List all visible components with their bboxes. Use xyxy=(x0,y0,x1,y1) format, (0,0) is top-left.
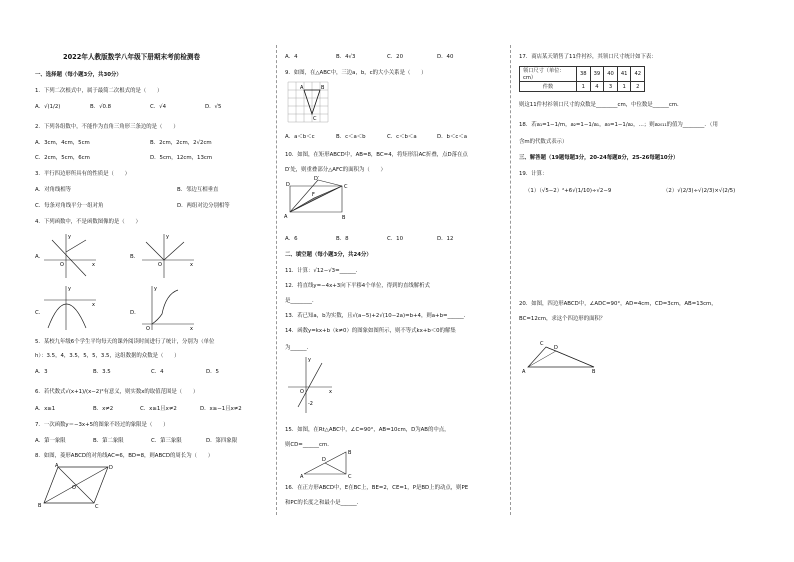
svg-text:O: O xyxy=(300,389,304,395)
q17-stem: 17．商店某天销售了11件衬衫，其领口尺寸统计如下表： xyxy=(519,54,657,60)
q6-opt-c: C．x≥1且x≠2 xyxy=(140,406,177,412)
q16-stem-1: 16．在正方形ABCD中，E在BC上，BE=2，CE=1，P是BD上的动点，则PE xyxy=(285,485,469,491)
svg-text:C: C xyxy=(540,341,544,347)
svg-text:O: O xyxy=(158,262,162,268)
q9-opt-b: B．c＜a＜b xyxy=(336,134,366,140)
q19-part1: （1）（√5−2）²+6√(1/10)÷√2−9 xyxy=(525,188,612,194)
q7-opt-d: D．第四象限 xyxy=(206,438,238,444)
svg-text:A: A xyxy=(55,463,59,469)
q8-rhombus-figure xyxy=(36,463,116,509)
q3-opt-b: B．邻边互相垂直 xyxy=(177,187,219,193)
q1-opt-d: D．√5 xyxy=(205,104,222,110)
q6-opt-a: A．x≥1 xyxy=(35,406,56,412)
svg-text:D: D xyxy=(322,457,326,463)
q4-graph-b xyxy=(138,232,198,280)
svg-text:y: y xyxy=(68,286,71,292)
q19-part2: （2）√(2/3)÷√(2/3)×√(2/5) xyxy=(663,188,736,194)
q17-header-cell: 41 xyxy=(617,67,631,82)
svg-text:x: x xyxy=(190,326,193,332)
q3-opt-c: C．每条对角线平分一组对角 xyxy=(35,203,104,209)
svg-text:B: B xyxy=(592,369,596,375)
svg-text:D: D xyxy=(286,182,290,188)
svg-text:-2: -2 xyxy=(308,401,313,407)
q16-stem-2: 和PC的长度之和最小是______． xyxy=(285,500,363,506)
q10-rectangle-figure xyxy=(284,176,354,222)
svg-text:B: B xyxy=(38,503,42,509)
svg-text:D′: D′ xyxy=(314,176,319,182)
q2-stem: 2．下列各组数中，不能作为直角三角形三条边的是（ ） xyxy=(35,124,179,130)
q17-header-cell: 38 xyxy=(577,67,591,82)
svg-text:y: y xyxy=(154,286,157,292)
q5-opt-b: B．3.5 xyxy=(93,369,111,375)
q17-row-cell: 2 xyxy=(631,82,645,92)
q17-header-cell: 39 xyxy=(590,67,604,82)
q10-opt-b: B．8 xyxy=(336,236,349,242)
q14-stem-1: 14．函数y=kx+b（k≠0）的图象如图所示，则不等式kx+b＜0的解集 xyxy=(285,328,456,334)
q17-row-cell: 1 xyxy=(617,82,631,92)
svg-text:x: x xyxy=(92,302,95,308)
q17-row-cell: 4 xyxy=(590,82,604,92)
q17-table-count-row xyxy=(520,82,645,92)
section1-heading: 一、选择题（每小题3分，共30分） xyxy=(35,72,122,78)
q4-label-c: C． xyxy=(35,310,45,316)
svg-text:B: B xyxy=(342,215,346,221)
svg-text:A: A xyxy=(522,369,526,375)
q4a-y-label: y xyxy=(68,234,71,240)
q1-opt-c: C．√4 xyxy=(150,104,167,110)
q6-opt-b: B．x≠2 xyxy=(93,406,114,412)
q20-stem-1: 20．如图，四边形ABCD中，∠ADC=90°，AD=4cm，CD=3cm，AB=13cm， xyxy=(519,301,717,307)
q17-header-cell: 领口尺寸（单位：cm） xyxy=(520,67,577,82)
q7-opt-b: B．第二象限 xyxy=(93,438,124,444)
q10-opt-c: C．10 xyxy=(387,236,404,242)
exam-title: 2022年人教版数学八年级下册期末考前检测卷 xyxy=(63,53,201,61)
q4a-curve-2 xyxy=(66,240,86,252)
q8-opt-d: D．40 xyxy=(437,54,454,60)
q4a-o-label: O xyxy=(60,262,64,268)
q6-stem: 6．若代数式√(x+1)/(x−2)²有意义，则实数x的取值范围是（ ） xyxy=(35,389,199,395)
svg-text:x: x xyxy=(329,389,332,395)
q1-stem: 1．下列二次根式中，属于最简二次根式的是（ ） xyxy=(35,88,163,94)
q9-opt-d: D．b＜c＜a xyxy=(437,134,468,140)
q8-opt-a: A．4 xyxy=(285,54,298,60)
q2-opt-c: C．2cm，5cm，6cm xyxy=(35,155,90,161)
section3-heading: 三、解答题（19题每题3分，20-24每题8分，25-26每题10分） xyxy=(519,155,679,161)
q4-label-a: A． xyxy=(35,254,45,260)
q3-opt-a: A．对角线相等 xyxy=(35,187,72,193)
q5-opt-a: A．3 xyxy=(35,369,48,375)
q17-stem-2: 则这11件衬衫领口尺寸的众数是________cm，中位数是______cm． xyxy=(519,102,683,108)
q17-row-cell: 3 xyxy=(604,82,618,92)
q18-stem-2: 含m的代数式表示） xyxy=(519,139,568,145)
q14-line-graph xyxy=(286,355,336,415)
q11-stem: 11．计算：√12−√3=______． xyxy=(285,268,362,274)
q15-triangle-figure xyxy=(300,448,356,478)
q10-stem-1: 10．如图，在矩形ABCD中，AB=8，BC=4，将矩形沿AC折叠，点D落在点 xyxy=(285,152,468,158)
q4-graph-d xyxy=(138,284,198,332)
svg-text:B: B xyxy=(348,450,352,456)
q17-table-header-row xyxy=(520,67,645,82)
q5-stem-2: h）：3.5，4，3.5，5，5，3.5，这组数据的众数是（ ） xyxy=(35,353,180,359)
svg-text:C: C xyxy=(344,184,348,190)
q17-row-cell: 1 xyxy=(577,82,591,92)
svg-text:A: A xyxy=(300,85,304,91)
q20-stem-2: BC=12cm，求这个四边形的面积？ xyxy=(519,316,606,322)
q4-label-b: B． xyxy=(130,254,140,260)
q5-stem-1: 5．某校九年级6个学生平均每天的课外阅读时间进行了统计，分别为（单位 xyxy=(35,339,215,345)
q5-opt-c: C．4 xyxy=(151,369,164,375)
q3-stem: 3．平行四边形所具有的性质是（ ） xyxy=(35,171,131,177)
q7-stem: 7．一次函数y＝−3x+5的图象不经过的象限是（ ） xyxy=(35,422,169,428)
q12-stem-2: 是________． xyxy=(285,298,318,304)
svg-text:O: O xyxy=(72,485,76,491)
q17-header-cell: 40 xyxy=(604,67,618,82)
svg-text:y: y xyxy=(166,234,169,240)
q4-stem: 4．下列函数中，不是函数图像的是（ ） xyxy=(35,219,141,225)
svg-text:D: D xyxy=(109,465,113,471)
svg-text:C: C xyxy=(313,116,317,122)
q7-opt-c: C．第三象限 xyxy=(151,438,182,444)
svg-text:C: C xyxy=(95,504,99,509)
q2-opt-d: D．5cm，12cm，13cm xyxy=(150,155,213,161)
q12-stem-1: 12．将直线y=−4x+3向下平移4个单位，得到的直线解析式 xyxy=(285,283,430,289)
svg-text:F: F xyxy=(312,192,315,198)
q9-stem: 9．如图，在△ABC中，三边a，b，c的大小关系是（ ） xyxy=(285,70,427,76)
q2-opt-a: A．3cm，4cm，5cm xyxy=(35,140,90,146)
q8-opt-b: B．4√3 xyxy=(336,54,356,60)
q14-stem-2: 为______． xyxy=(285,345,312,351)
q9-opt-a: A．a＜b＜c xyxy=(285,134,315,140)
section2-heading: 二、填空题（每小题3分，共24分） xyxy=(285,252,372,258)
q3-opt-d: D．两组对边分别相等 xyxy=(177,203,230,209)
q7-opt-a: A．第一象限 xyxy=(35,438,66,444)
q4-label-d: D． xyxy=(130,310,140,316)
q10-stem-2: D′处，则重叠部分△AFC的面积为（ ） xyxy=(285,167,386,173)
q9-grid-figure xyxy=(286,80,336,124)
q8-stem: 8．如图，菱形ABCD的对角线AC=6，BD=8，则ABCD的周长为（ ） xyxy=(35,453,214,459)
svg-text:C: C xyxy=(348,474,352,478)
q1-opt-b: B．√0.8 xyxy=(90,104,112,110)
q15-stem-2: 则CD=______cm． xyxy=(285,442,333,448)
q10-opt-d: D．12 xyxy=(437,236,454,242)
column-divider-2 xyxy=(510,45,511,515)
svg-text:O: O xyxy=(146,326,150,332)
q17-row-cell: 件数 xyxy=(520,82,577,92)
q19-stem: 19．计算： xyxy=(519,171,548,177)
svg-text:x: x xyxy=(190,262,193,268)
q4-graph-c xyxy=(40,284,100,332)
q9-opt-c: C．c＜b＜a xyxy=(387,134,417,140)
q2-opt-b: B．2cm，2cm，2√2cm xyxy=(150,140,212,146)
q6-opt-d: D．x≥−1且x≠2 xyxy=(200,406,242,412)
svg-text:D: D xyxy=(554,345,558,351)
q5-opt-d: D．5 xyxy=(206,369,219,375)
q8-opt-c: C．20 xyxy=(387,54,404,60)
q17-size-table xyxy=(519,66,645,92)
q4-graph-a xyxy=(40,232,100,280)
q18-stem-1: 18．若a₁=1−1/m，a₂=1−1/a₁，a₃=1−1/a₂，…；则a₂₀₁₁的值为________．（用 xyxy=(519,122,718,128)
q20-quadrilateral-figure xyxy=(520,323,604,375)
q13-stem: 13．若已知a，b为实数，且√(a−5)+2√(10−2a)=b+4，则a+b=______． xyxy=(285,313,470,319)
q4a-x-label: x xyxy=(92,262,95,268)
q4a-curve xyxy=(52,240,86,276)
svg-text:A: A xyxy=(284,214,288,220)
column-divider-1 xyxy=(276,45,277,515)
svg-text:A: A xyxy=(300,474,304,478)
q1-opt-a: A．√(1/2) xyxy=(35,104,61,110)
svg-text:B: B xyxy=(321,85,325,91)
svg-text:y: y xyxy=(308,357,311,363)
q17-header-cell: 42 xyxy=(631,67,645,82)
q10-opt-a: A．6 xyxy=(285,236,298,242)
q15-stem-1: 15．如图，在Rt△ABC中，∠C=90°，AB=10cm，D为AB的中点， xyxy=(285,427,450,433)
